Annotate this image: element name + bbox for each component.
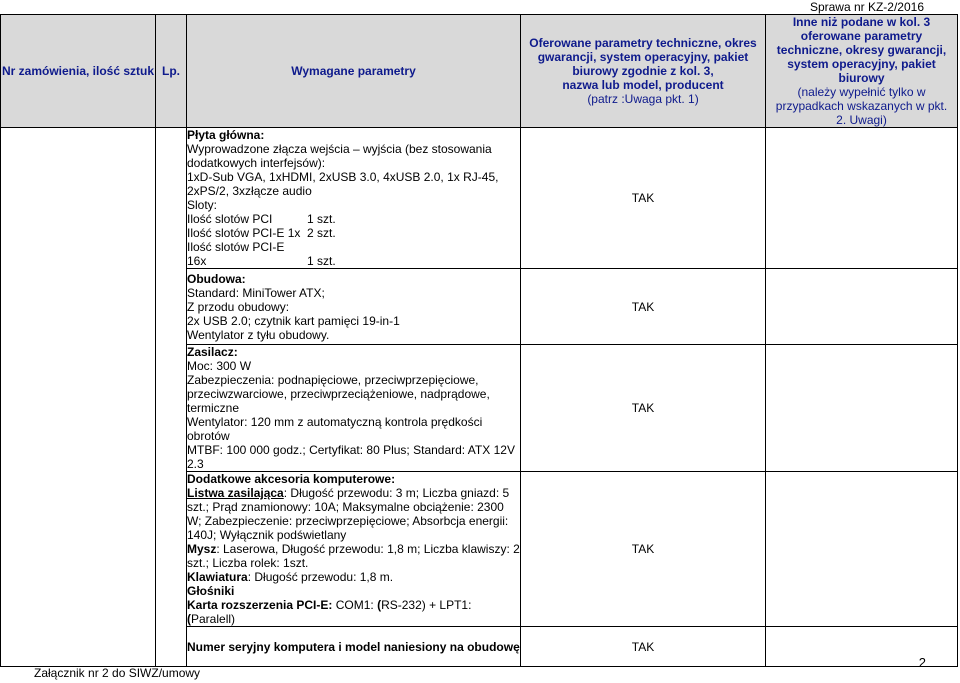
psu-spec: Zasilacz: Moc: 300 W Zabezpieczenia: podnapięciowe, przeciwprzepięciowe, przeciwzwarciowe, przeciwprzeciążeniowe, nadprądowe, termiczne Wentylator: 120 mm z automatyczną kontrola prędkości obrotów MTBF: 100 000 godz.; Certyfikat: 80 Plus; Standard: ATX 12V 2.3 xyxy=(187,345,521,472)
header-order: Nr zamówienia, ilość sztuk xyxy=(1,15,156,128)
page-number: 2 xyxy=(918,655,926,670)
psu-answer: TAK xyxy=(521,345,766,472)
case-answer: TAK xyxy=(521,269,766,345)
header-required: Wymagane parametry xyxy=(187,15,521,128)
header-offered: Oferowane parametry techniczne, okres gwarancji, system operacyjny, pakiet biurowy zgodnie z kol. 3, nazwa lub model, producent (patrz :Uwaga pkt. 1) xyxy=(521,15,766,128)
accessories-spec: Dodatkowe akcesoria komputerowe: Listwa zasilająca: Długość przewodu: 3 m; Liczba gniazd: 5 szt.; Prąd znamionowy: 10A; Maksymalne obciążenie: 2300 W; Zabezpieczenie: przeciwprzepięciowe; Absorbcja energii: 140J; Wyłącznik podświetlany Mysz: Laserowa, Długość przewodu: 1,8 m; Liczba klawiszy: 2 szt.; Liczba rolek: 1szt. Klawiatura: Długość przewodu: 1,8 m. Głośniki Karta rozszerzenia PCI-E: COM1: (RS-232) + LPT1: (Paralell) xyxy=(187,472,520,626)
table-header-row xyxy=(1,15,958,128)
table-row xyxy=(1,472,958,627)
case-other xyxy=(766,269,958,345)
case-spec: Obudowa: Standard: MiniTower ATX; Z przodu obudowy: 2x USB 2.0; czytnik kart pamięci 19-in-1 Wentylator z tyłu obudowy. xyxy=(187,269,521,345)
attachment-label: Załącznik nr 2 do SIWZ/umowy xyxy=(34,666,201,680)
specification-table xyxy=(0,14,958,667)
table-row xyxy=(1,128,958,269)
serial-answer: TAK xyxy=(521,627,766,667)
case-reference: Sprawa nr KZ-2/2016 xyxy=(809,0,924,14)
motherboard-answer: TAK xyxy=(521,128,766,269)
table-row xyxy=(1,345,958,472)
table-row xyxy=(1,627,958,667)
header-lp: Lp. xyxy=(156,15,187,128)
serial-spec: Numer seryjny komputera i model naniesiony na obudowę xyxy=(187,627,521,667)
serial-other xyxy=(766,627,958,667)
accessories-other xyxy=(766,472,958,627)
motherboard-other xyxy=(766,128,958,269)
table-row xyxy=(1,269,958,345)
header-other: Inne niż podane w kol. 3 oferowane parametry techniczne, okresy gwarancji, system operacyjny, pakiet biurowy (należy wypełnić tylko w przypadkach wskazanych w pkt. 2. Uwagi) xyxy=(766,15,958,128)
accessories-answer: TAK xyxy=(521,472,766,627)
psu-other xyxy=(766,345,958,472)
motherboard-spec: Płyta główna: Wyprowadzone złącza wejścia – wyjścia (bez stosowania dodatkowych interfejsów): 1xD-Sub VGA, 1xHDMI, 2xUSB 3.0, 4xUSB 2.0, 1x RJ-45, 2xPS/2, 3xzłącze audio Sloty: Ilość slotów PCI 1 szt. Ilość slotów PCI-E 1x 2 szt. Ilość slotów PCI-E 16x 1 szt. xyxy=(187,128,521,269)
